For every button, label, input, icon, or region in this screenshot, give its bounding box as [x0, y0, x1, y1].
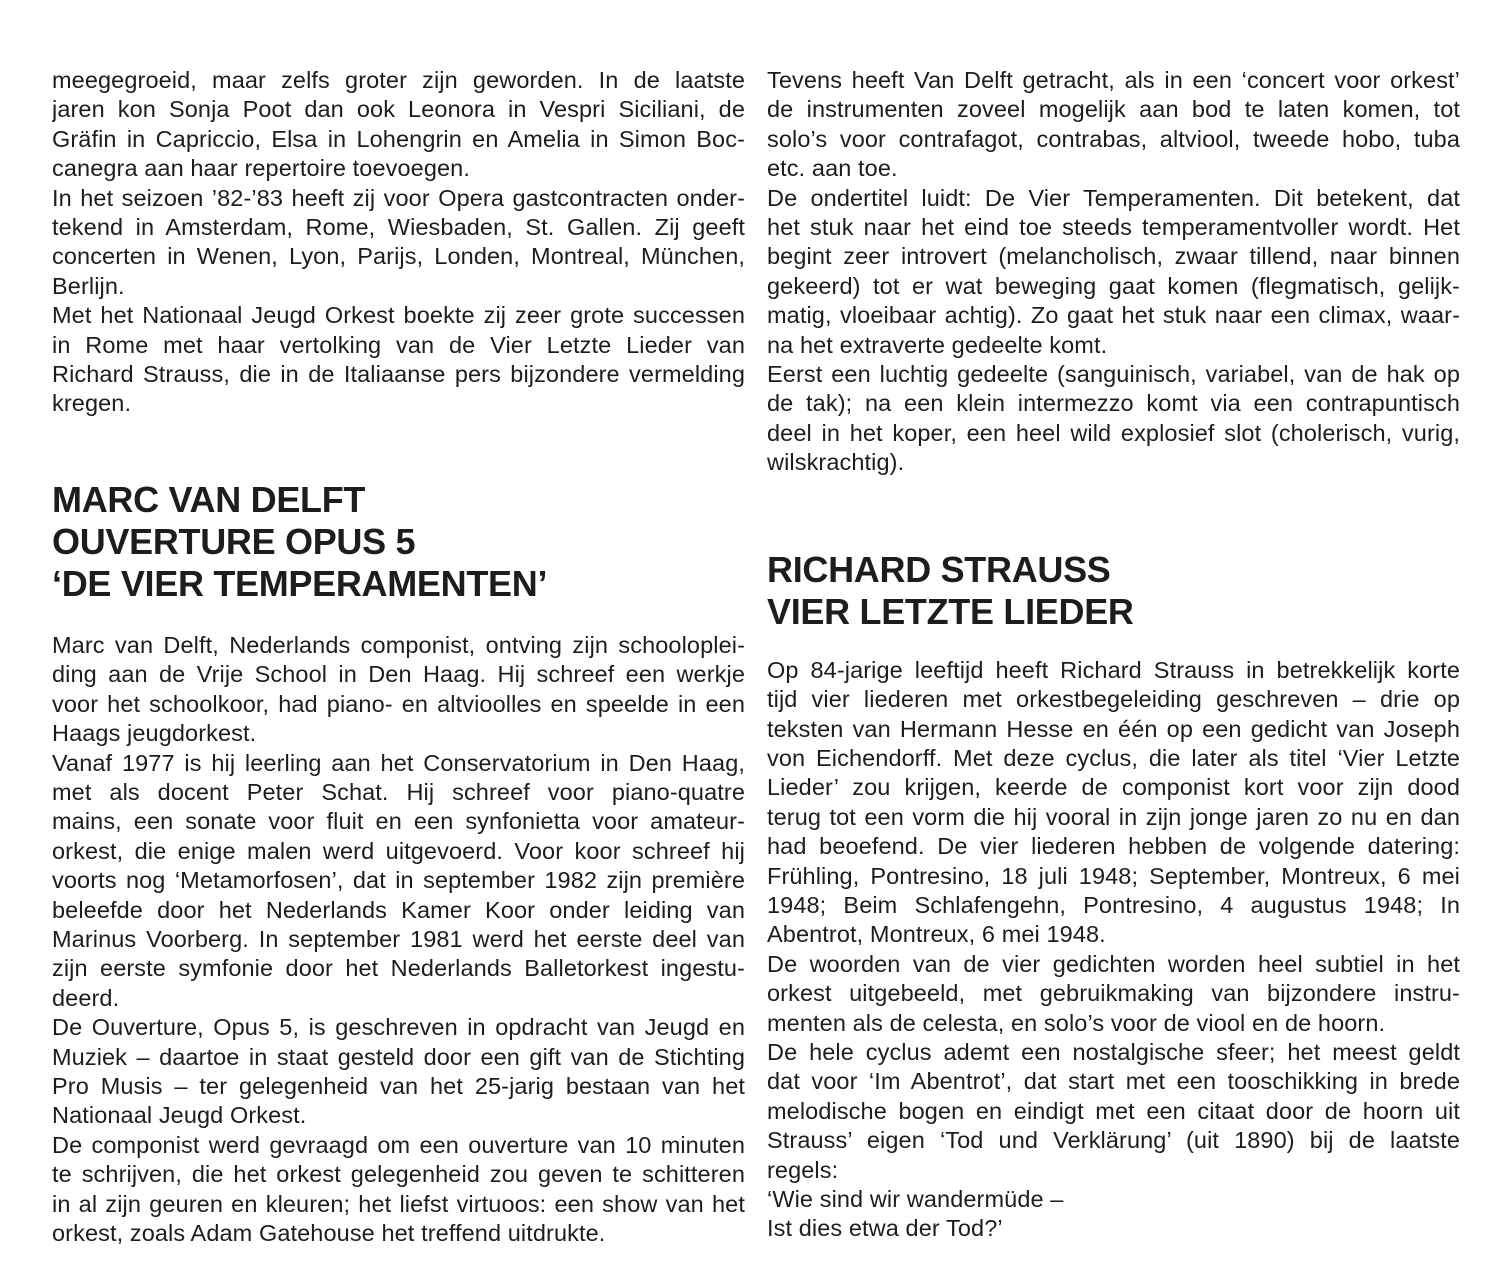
heading-line: RICHARD STRAUSS	[767, 548, 1111, 590]
heading-line: OUVERTURE OPUS 5	[52, 520, 416, 562]
text-line: teksten van Hermann Hesse en één op een gedicht van Joseph	[767, 715, 1460, 742]
text-line: deerd.	[52, 984, 120, 1011]
text-line: Gräfin in Capriccio, Elsa in Lohengrin en Amelia in Simon Boc-	[52, 125, 745, 152]
text-line: het stuk naar het eind toe steeds temperamentvoller wordt. Het	[767, 214, 1460, 241]
heading-line: ‘DE VIER TEMPERAMENTEN’	[52, 562, 548, 604]
text-line: mains, een sonate voor fluit en een synfonietta voor amateur-	[52, 808, 745, 835]
text-line: menten als de celesta, en solo’s voor de viool en de hoorn.	[767, 1009, 1386, 1036]
text-line: Marinus Voorberg. In september 1981 werd het eerste deel van	[52, 925, 745, 952]
text-line: te schrijven, die het orkest gelegenheid zou geven te schitteren	[52, 1161, 745, 1188]
text-line: voorts nog ‘Metamorfosen’, dat in september 1982 zijn première	[52, 867, 745, 894]
section-heading	[767, 549, 1460, 633]
paragraph	[52, 631, 745, 749]
text-line: Tevens heeft Van Delft getracht, als in een ‘concert voor orkest’	[767, 67, 1460, 93]
text-line: na het extraverte gedeelte komt.	[767, 331, 1108, 358]
text-line: 1948; Beim Schlafengehn, Pontresino, 4 augustus 1948; In	[767, 891, 1460, 918]
text-line: solo’s voor contrafagot, contrabas, altviool, tweede hobo, tuba	[767, 125, 1460, 152]
text-line: voor het schoolkoor, had piano- en altvioolles en speelde in een	[52, 690, 745, 717]
text-line: De hele cyclus ademt een nostalgische sfeer; het meest geldt	[767, 1038, 1460, 1065]
text-line: Haags jeugdorkest.	[52, 720, 257, 747]
text-line: Met het Nationaal Jeugd Orkest boekte zij zeer grote successen	[52, 302, 745, 329]
text-line: Frühling, Pontresino, 18 juli 1948; September, Montreux, 6 mei	[767, 862, 1460, 889]
text-line: had beoefend. De vier liederen hebben de volgende datering:	[767, 833, 1460, 860]
text-line: ‘Wie sind wir wandermüde –	[767, 1186, 1064, 1212]
text-line: von Eichendorff. Met deze cyclus, die later als titel ‘Vier Letzte	[767, 744, 1460, 771]
text-line: In het seizoen ’82-’83 heeft zij voor Opera gastcontracten onder-	[52, 184, 745, 211]
heading-line: MARC VAN DELFT	[52, 478, 366, 520]
text-line: kregen.	[52, 390, 132, 417]
text-line: Abentrot, Montreux, 6 mei 1948.	[767, 921, 1106, 948]
heading-line: VIER LETZTE LIEDER	[767, 590, 1134, 632]
text-line: orkest, zoals Adam Gatehouse het treffend uitdrukte.	[52, 1220, 606, 1246]
text-line: Strauss’ eigen ‘Tod und Verklärung’ (uit 1890) bij de laatste	[767, 1127, 1460, 1154]
text-line: de tak); na een klein intermezzo komt via een contrapuntisch	[767, 390, 1460, 417]
text-line: tekend in Amsterdam, Rome, Wiesbaden, St. Gallen. Zij geeft	[52, 214, 745, 241]
text-line: gekeerd) tot er wat beweging gaat komen (flegmatisch, gelijk-	[767, 272, 1460, 299]
section-heading	[52, 479, 745, 605]
text-line: zijn eerste symfonie door het Nederlands Balletorkest ingestu-	[52, 955, 745, 982]
text-line: Lieder’ zou krijgen, keerde de componist kort voor zijn dood	[767, 774, 1460, 801]
text-line: Op 84-jarige leeftijd heeft Richard Strauss in betrekkelijk korte	[767, 656, 1460, 683]
paragraph	[52, 66, 745, 184]
text-line: etc. aan toe.	[767, 155, 898, 182]
text-line: canegra aan haar repertoire toevoegen.	[52, 155, 470, 182]
text-line: beleefde door het Nederlands Kamer Koor onder leiding van	[52, 896, 745, 923]
text-line: De componist werd gevraagd om een ouverture van 10 minuten	[52, 1131, 745, 1158]
text-line: in al zijn geuren en kleuren; het liefst virtuoos: een show van het	[52, 1190, 745, 1217]
text-line: Muziek – daartoe in staat gesteld door een gift van de Stichting	[52, 1043, 745, 1070]
paragraph	[767, 66, 1460, 184]
text-line: Ist dies etwa der Tod?’	[767, 1215, 1003, 1242]
paragraph	[767, 360, 1460, 478]
text-line: terug tot een vorm die hij vooral in zijn jonge jaren zo nu en dan	[767, 803, 1460, 830]
text-line: Berlijn.	[52, 272, 125, 299]
text-line: ding aan de Vrije School in Den Haag. Hij schreef een werkje	[52, 661, 745, 688]
text-line: tijd vier liederen met orkestbegeleiding geschreven – drie op	[767, 686, 1460, 713]
right-column	[767, 66, 1460, 1244]
text-line: de instrumenten zoveel mogelijk aan bod te laten komen, tot	[767, 96, 1460, 123]
text-line: in Rome met haar vertolking van de Vier Letzte Lieder van	[52, 331, 745, 358]
text-line: Richard Strauss, die in de Italiaanse pers bijzondere vermelding	[52, 361, 745, 388]
text-line: Pro Musis – ter gelegenheid van het 25-jarig bestaan van het	[52, 1072, 745, 1099]
paragraph	[52, 749, 745, 1014]
text-line: De woorden van de vier gedichten worden heel subtiel in het	[767, 950, 1460, 977]
text-line: met als docent Peter Schat. Hij schreef voor piano-quatre	[52, 778, 745, 805]
paragraph	[767, 184, 1460, 360]
text-line: meegegroeid, maar zelfs groter zijn geworden. In de laatste	[52, 67, 745, 93]
text-line: Vanaf 1977 is hij leerling aan het Conservatorium in Den Haag,	[52, 749, 745, 776]
paragraph	[767, 656, 1460, 950]
text-line: wilskrachtig).	[767, 449, 905, 476]
text-line: Nationaal Jeugd Orkest.	[52, 1102, 307, 1129]
text-line: matig, vloeibaar achtig). Zo gaat het stuk naar een climax, waar-	[767, 302, 1460, 329]
text-line: Marc van Delft, Nederlands componist, ontving zijn schooloplei-	[52, 631, 745, 658]
text-line: dat voor ‘Im Abentrot’, dat start met een tooschikking in brede	[767, 1068, 1460, 1095]
text-line: De ondertitel luidt: De Vier Temperamenten. Dit betekent, dat	[767, 184, 1460, 211]
text-line: jaren kon Sonja Poot dan ook Leonora in Vespri Siciliani, de	[52, 96, 745, 123]
text-line: melodische bogen en eindigt met een citaat door de hoorn uit	[767, 1097, 1460, 1124]
text-line: orkest uitgebeeld, met gebruikmaking van bijzondere instru-	[767, 980, 1460, 1007]
text-line: begint zeer introvert (melancholisch, zwaar tillend, naar binnen	[767, 243, 1460, 270]
paragraph	[52, 184, 745, 302]
paragraph	[767, 1038, 1460, 1185]
paragraph	[52, 301, 745, 419]
left-column	[52, 66, 745, 1248]
text-line: De Ouverture, Opus 5, is geschreven in opdracht van Jeugd en	[52, 1014, 745, 1041]
text-line: regels:	[767, 1156, 839, 1183]
paragraph	[767, 1185, 1460, 1244]
text-line: deel in het koper, een heel wild explosief slot (cholerisch, vurig,	[767, 419, 1460, 446]
text-line: Eerst een luchtig gedeelte (sanguinisch, variabel, van de hak op	[767, 361, 1460, 388]
text-line: concerten in Wenen, Lyon, Parijs, Londen, Montreal, München,	[52, 243, 745, 270]
paragraph	[52, 1131, 745, 1249]
paragraph	[52, 1013, 745, 1131]
paragraph	[767, 950, 1460, 1038]
text-line: orkest, die enige malen werd uitgevoerd. Voor koor schreef hij	[52, 837, 745, 864]
